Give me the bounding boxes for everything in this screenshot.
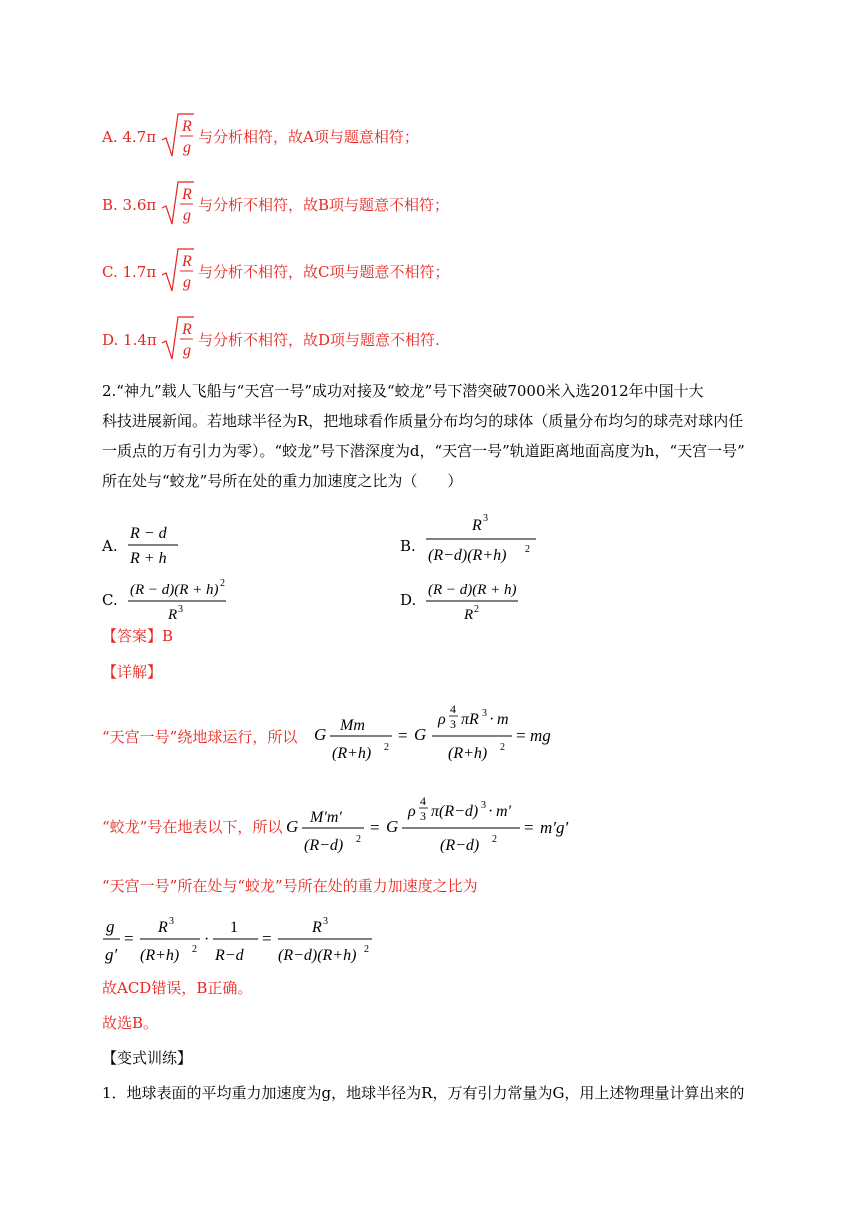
sqrt-icon (160, 245, 196, 295)
svg-text:·: · (204, 931, 210, 948)
q2-option-b-label: B. (400, 537, 416, 555)
svg-text:g: g (183, 139, 191, 156)
svg-text:2: 2 (220, 578, 225, 589)
svg-text:ρ: ρ (438, 711, 446, 728)
svg-text:=: = (524, 818, 534, 837)
svg-text:2: 2 (192, 944, 197, 955)
svg-text:ρ: ρ (408, 803, 416, 820)
svg-text:R: R (158, 919, 168, 936)
svg-text:3: 3 (482, 708, 487, 719)
svg-text:2: 2 (364, 944, 369, 955)
svg-text:m: m (497, 711, 509, 728)
variant-heading: 【变式训练】 (102, 1049, 193, 1067)
svg-text:2: 2 (474, 604, 479, 615)
svg-text:M′m′: M′m′ (310, 809, 342, 826)
svg-text:2: 2 (384, 742, 389, 753)
svg-text:g′: g′ (105, 945, 118, 964)
svg-text:=: = (398, 726, 408, 745)
svg-text:R: R (312, 919, 322, 936)
q2-option-d-formula (422, 576, 522, 624)
svg-text:4: 4 (420, 794, 426, 808)
svg-text:3: 3 (483, 513, 488, 524)
variant-question-1: 1．地球表面的平均重力加速度为g，地球半径为R，万有引力常量为G，用上述物理量计算出来的 (102, 1084, 745, 1102)
svg-text:m′: m′ (496, 803, 512, 820)
svg-text:R−d: R−d (215, 947, 244, 964)
svg-text:(R − d)(R + h): (R − d)(R + h) (130, 582, 219, 598)
question-2-line: 一质点的万有引力为零）。“蛟龙”号下潜深度为d，“天宫一号”轨道距离地面高度为h，“天宫一号” (102, 442, 745, 460)
svg-text:R − d: R − d (130, 525, 167, 542)
equation-1 (312, 698, 552, 770)
option-d-text: 与分析不相符，故D项与题意不相符. (198, 331, 440, 349)
svg-text:(R+h): (R+h) (140, 947, 180, 964)
svg-text:G: G (414, 725, 427, 744)
svg-text:πR: πR (461, 711, 479, 728)
svg-text:2: 2 (356, 834, 361, 845)
sqrt-icon (160, 178, 196, 228)
equation-2 (284, 790, 594, 862)
svg-text:R: R (472, 517, 482, 534)
svg-text:R: R (168, 607, 178, 623)
svg-text:3: 3 (450, 717, 456, 731)
option-b-label: B. 3.6π (102, 196, 157, 214)
svg-text:·: · (489, 711, 495, 728)
svg-text:R: R (182, 253, 192, 270)
detail-line-4: 故ACD错误，B正确。 (102, 979, 253, 997)
svg-text:G: G (286, 817, 299, 836)
svg-text:=: = (516, 726, 526, 745)
q2-option-c-formula (124, 576, 234, 624)
svg-text:2: 2 (525, 544, 530, 555)
svg-text:R: R (182, 321, 192, 338)
svg-text:2: 2 (492, 834, 497, 845)
option-a-label: A. 4.7π (102, 128, 157, 146)
detail-line-2: “蛟龙”号在地表以下，所以 (102, 818, 283, 836)
option-c-text: 与分析不相符，故C项与题意不相符； (198, 263, 450, 281)
sqrt-icon (160, 313, 196, 363)
option-a-text: 与分析相符，故A项与题意相符； (198, 128, 419, 146)
question-2-line: 科技进展新闻。若地球半径为R，把地球看作质量分布均匀的球体（质量分布均匀的球壳对球内任 (102, 412, 744, 430)
svg-text:3: 3 (323, 916, 328, 927)
q2-option-c-label: C. (102, 591, 118, 609)
svg-text:·: · (488, 803, 494, 820)
svg-text:R: R (182, 118, 192, 135)
svg-text:3: 3 (169, 916, 174, 927)
svg-text:π(R−d): π(R−d) (431, 803, 479, 820)
svg-text:3: 3 (481, 800, 486, 811)
svg-text:(R+h): (R+h) (448, 745, 488, 762)
svg-text:R + h: R + h (130, 550, 167, 566)
svg-text:g: g (106, 917, 115, 936)
q2-option-d-label: D. (400, 591, 417, 609)
option-d-label: D. 1.4π (102, 331, 157, 349)
option-c-label: C. 1.7π (102, 263, 157, 281)
svg-text:(R−d): (R−d) (304, 837, 344, 854)
svg-text:=: = (370, 818, 380, 837)
svg-text:2: 2 (500, 742, 505, 753)
svg-text:1: 1 (230, 919, 238, 936)
svg-text:3: 3 (178, 604, 183, 615)
detail-line-1: “天宫一号”绕地球运行，所以 (102, 728, 298, 746)
option-b-text: 与分析不相符，故B项与题意不相符； (198, 196, 450, 214)
detail-line-3: “天宫一号”所在处与“蛟龙”号所在处的重力加速度之比为 (102, 877, 478, 895)
sqrt-icon (160, 110, 196, 160)
svg-text:=: = (124, 929, 134, 948)
svg-text:(R+h): (R+h) (332, 745, 372, 762)
svg-text:R: R (464, 607, 474, 623)
svg-text:=: = (262, 929, 272, 948)
svg-text:m′g′: m′g′ (540, 818, 569, 837)
svg-text:mg: mg (530, 726, 551, 745)
q2-option-b-formula (422, 508, 542, 570)
question-2-line: 所在处与“蛟龙”号所在处的重力加速度之比为（ ） (102, 472, 463, 490)
svg-text:R: R (182, 186, 192, 203)
detail-line-5: 故选B。 (102, 1014, 159, 1032)
question-2-line: 2.“神九”载人飞船与“天宫一号”成功对接及“蛟龙”号下潜突破7000米入选2012年中国十大 (102, 382, 704, 400)
answer-label: 【答案】B (102, 627, 174, 645)
svg-text:g: g (183, 342, 191, 359)
svg-text:g: g (183, 274, 191, 291)
svg-text:(R−d)(R+h): (R−d)(R+h) (428, 547, 507, 564)
svg-text:G: G (314, 725, 327, 744)
svg-text:(R−d)(R+h): (R−d)(R+h) (278, 947, 357, 964)
question-2-stem (102, 376, 772, 496)
q2-option-a-formula (124, 518, 184, 566)
svg-text:(R − d)(R + h): (R − d)(R + h) (428, 582, 517, 598)
equation-3 (100, 908, 390, 970)
svg-text:G: G (386, 817, 399, 836)
svg-text:g: g (183, 207, 191, 224)
svg-text:3: 3 (420, 809, 426, 823)
svg-text:Mm: Mm (340, 717, 365, 734)
q2-option-a-label: A. (102, 537, 118, 555)
svg-text:(R−d): (R−d) (440, 837, 480, 854)
svg-text:4: 4 (450, 702, 456, 716)
detail-heading: 【详解】 (102, 663, 163, 681)
